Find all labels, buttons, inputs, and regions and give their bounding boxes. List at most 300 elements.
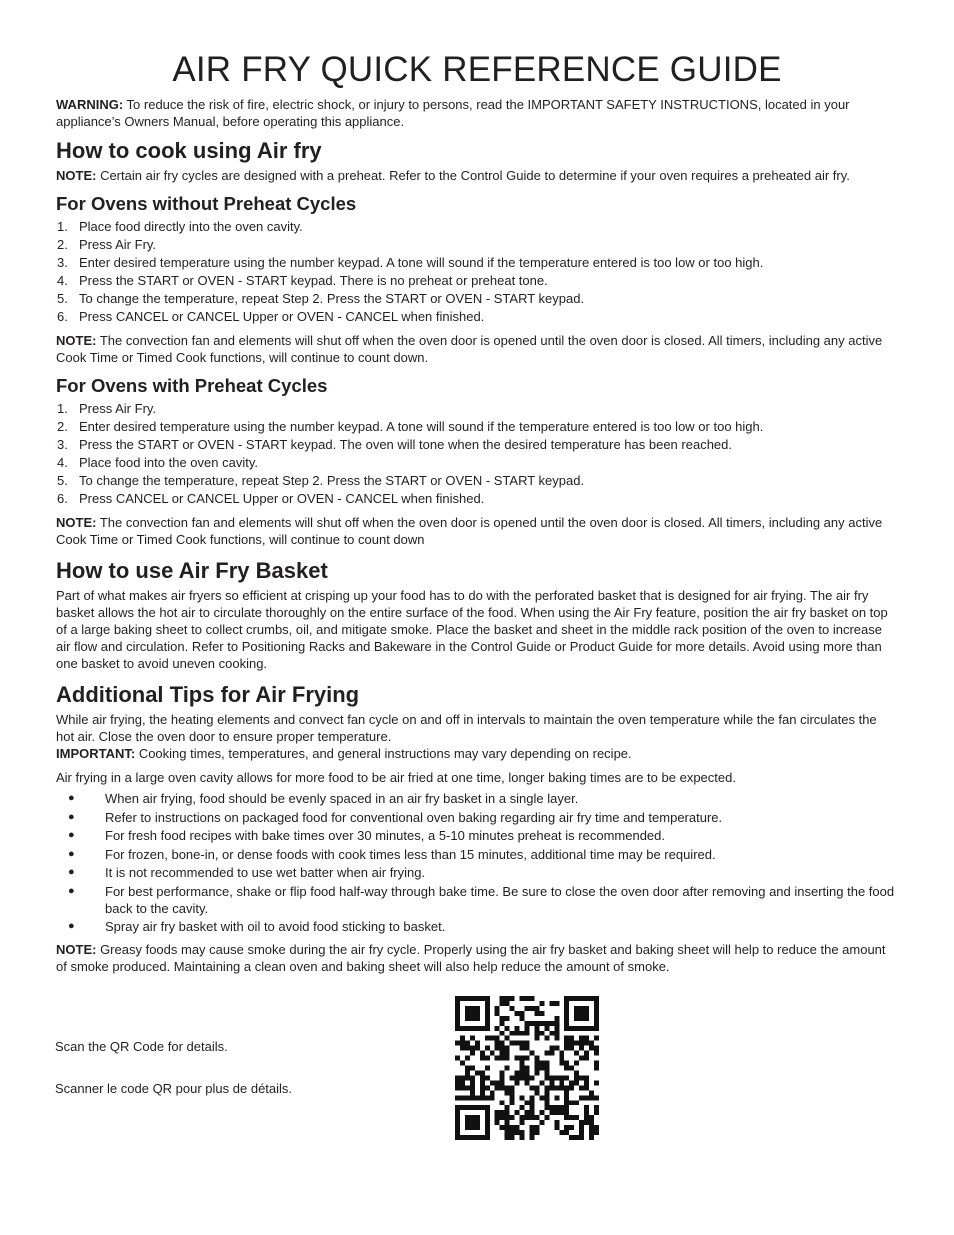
qr-module (505, 1056, 510, 1061)
tips-heading: Additional Tips for Air Frying (56, 682, 360, 707)
large-cavity-paragraph: Air frying in a large oven cavity allows for more food to be air fried at one time, longer baking times are to be expected. (56, 770, 736, 785)
basket-paragraph: Part of what makes air fryers so efficient at crisping up your food has to do with the perforated basket that is designed for air frying. The air fry basket allows the hot air to circulate thoroughly on the entire surface of the food. When using the Air Fry feature, position the air fry basket on top of a large baking sheet to collect crumbs, oil, and mitigate smoke. Place the basket and sheet in the middle rack position of the oven to increase air flow and circulation. Refer to Positioning Racks and Bakeware in the Control Guide or Product Guide for more details. Avoid using more than one basket to avoid uneven cooking. (56, 588, 888, 671)
qr-module (525, 1066, 530, 1071)
qr-module (490, 1051, 495, 1056)
qr-module (510, 1031, 515, 1036)
qr-module (564, 1115, 569, 1120)
qr-module (544, 1115, 549, 1120)
qr-module (594, 1021, 599, 1026)
qr-module (525, 1110, 530, 1115)
qr-module (455, 1135, 460, 1140)
qr-module (480, 1070, 485, 1075)
qr-module (574, 1061, 579, 1066)
qr-module (534, 1085, 539, 1090)
qr-module (455, 1021, 460, 1026)
qr-module (520, 1120, 525, 1125)
qr-module (539, 1021, 544, 1026)
note-text: Greasy foods may cause smoke during the air fry cycle. Properly using the air fry basket and baking sheet will help to reduce the amount of smoke produced. Maintaining a clean oven and baking sheet will also help reduce the amount of smoke. (56, 942, 886, 974)
qr-module (475, 1120, 480, 1125)
qr-module (579, 1016, 584, 1021)
qr-module (485, 1135, 490, 1140)
qr-module (480, 1051, 485, 1056)
qr-module (510, 1115, 515, 1120)
qr-module (559, 1105, 564, 1110)
step-item (56, 436, 898, 454)
qr-module (584, 1110, 589, 1115)
step-number: 6. (57, 491, 68, 506)
guide-page (56, 48, 898, 975)
qr-module (594, 1125, 599, 1130)
qr-module (549, 1080, 554, 1085)
qr-module (500, 1056, 505, 1061)
qr-module (584, 1026, 589, 1031)
qr-module (460, 1095, 465, 1100)
qr-module (455, 1075, 460, 1080)
qr-module (564, 1095, 569, 1100)
qr-module (470, 1080, 475, 1085)
qr-module (480, 1090, 485, 1095)
qr-module (465, 1125, 470, 1130)
step-number: 4. (57, 455, 68, 470)
qr-module (544, 1036, 549, 1041)
qr-module (455, 1115, 460, 1120)
qr-module (564, 1066, 569, 1071)
qr-module (500, 1021, 505, 1026)
tips-intro: While air frying, the heating elements and convect fan cycle on and off in intervals to maintain the oven temperature while the fan circulates the hot air. Close the oven door to ensure proper temperature. (56, 712, 877, 744)
step-number: 5. (57, 291, 68, 306)
qr-module (574, 996, 579, 1001)
qr-module (510, 1006, 515, 1011)
qr-module (574, 1011, 579, 1016)
qr-module (594, 1006, 599, 1011)
qr-module (520, 1056, 525, 1061)
qr-module (470, 1006, 475, 1011)
qr-module (525, 1115, 530, 1120)
tip-text: It is not recommended to use wet batter when air frying. (105, 865, 426, 880)
with-preheat-note (56, 514, 898, 548)
qr-module (579, 1056, 584, 1061)
qr-module (515, 1125, 520, 1130)
qr-module (510, 1100, 515, 1105)
note-label: NOTE: (56, 168, 97, 183)
qr-module (470, 1075, 475, 1080)
qr-module (470, 1105, 475, 1110)
qr-module (475, 1046, 480, 1051)
qr-module (564, 1100, 569, 1105)
qr-module (579, 1075, 584, 1080)
qr-module (485, 1056, 490, 1061)
qr-module (465, 1006, 470, 1011)
list-item (56, 883, 898, 917)
qr-module (589, 1026, 594, 1031)
qr-module (455, 1105, 460, 1110)
qr-module (564, 1041, 569, 1046)
qr-module (505, 1036, 510, 1041)
step-number: 6. (57, 309, 68, 324)
qr-module (584, 1006, 589, 1011)
qr-module (485, 1036, 490, 1041)
qr-module (520, 1135, 525, 1140)
qr-module (525, 1070, 530, 1075)
qr-module (564, 1006, 569, 1011)
qr-module (534, 1011, 539, 1016)
qr-module (554, 1031, 559, 1036)
qr-module (549, 1051, 554, 1056)
qr-module (584, 1016, 589, 1021)
qr-module (470, 1046, 475, 1051)
qr-module (510, 1085, 515, 1090)
qr-module (520, 1031, 525, 1036)
qr-module (475, 1026, 480, 1031)
step-item (56, 272, 898, 290)
qr-module (485, 1075, 490, 1080)
qr-module (500, 1070, 505, 1075)
qr-module (480, 1105, 485, 1110)
tip-text: For frozen, bone-in, or dense foods with cook times less than 15 minutes, additional time may be required. (105, 846, 716, 862)
qr-module (475, 1095, 480, 1100)
qr-module (559, 1110, 564, 1115)
qr-module (549, 1046, 554, 1051)
qr-module (455, 996, 460, 1001)
list-item (56, 827, 898, 844)
qr-module (460, 1105, 465, 1110)
qr-module (559, 1056, 564, 1061)
qr-code-icon[interactable] (455, 996, 599, 1140)
qr-module (589, 1135, 594, 1140)
qr-module (579, 1120, 584, 1125)
qr-module (505, 1135, 510, 1140)
without-preheat-note (56, 332, 898, 366)
qr-module (475, 1105, 480, 1110)
qr-module (475, 1006, 480, 1011)
qr-module (564, 1046, 569, 1051)
qr-module (534, 1061, 539, 1066)
qr-module (569, 1135, 574, 1140)
qr-module (544, 1070, 549, 1075)
qr-module (455, 1125, 460, 1130)
qr-module (465, 1056, 470, 1061)
qr-module (465, 1075, 470, 1080)
qr-module (554, 1046, 559, 1051)
step-number: 2. (57, 237, 68, 252)
bullet-icon: ● (68, 920, 75, 932)
qr-module (564, 1016, 569, 1021)
qr-module (549, 1031, 554, 1036)
tip-text: For fresh food recipes with bake times over 30 minutes, a 5-10 minutes preheat is recommended. (105, 828, 665, 843)
qr-module (525, 1026, 530, 1031)
qr-module (594, 1046, 599, 1051)
qr-module (539, 1120, 544, 1125)
qr-module (544, 1085, 549, 1090)
qr-module (549, 1110, 554, 1115)
qr-module (515, 1110, 520, 1115)
without-preheat-steps (56, 218, 898, 326)
note-text: The convection fan and elements will shut off when the oven door is opened until the oven door is closed. All timers, including any active Cook Time or Timed Cook functions, will continue to count down (56, 515, 883, 547)
qr-module (549, 1085, 554, 1090)
qr-module (470, 1026, 475, 1031)
qr-module (544, 1090, 549, 1095)
qr-module (525, 1021, 530, 1026)
qr-module (544, 1105, 549, 1110)
qr-module (594, 1095, 599, 1100)
qr-module (475, 1070, 480, 1075)
qr-module (515, 1130, 520, 1135)
qr-module (579, 1006, 584, 1011)
qr-module (520, 1075, 525, 1080)
qr-module (465, 1011, 470, 1016)
qr-module (485, 1026, 490, 1031)
qr-module (490, 1080, 495, 1085)
qr-module (525, 1041, 530, 1046)
step-text: Press Air Fry. (79, 401, 157, 416)
qr-module (520, 1011, 525, 1016)
bullet-icon: ● (68, 829, 75, 841)
step-number: 2. (57, 419, 68, 434)
qr-module (470, 1095, 475, 1100)
qr-module (584, 996, 589, 1001)
bullet-icon: ● (68, 810, 75, 823)
qr-module (520, 1130, 525, 1135)
qr-module (505, 1051, 510, 1056)
list-item (56, 846, 898, 863)
note-label: NOTE: (56, 515, 97, 530)
qr-module (460, 1075, 465, 1080)
qr-module (485, 1105, 490, 1110)
qr-module (525, 1006, 530, 1011)
qr-module (554, 1016, 559, 1021)
qr-module (465, 1066, 470, 1071)
without-preheat-heading: For Ovens without Preheat Cycles (56, 193, 357, 214)
qr-module (574, 1006, 579, 1011)
step-item (56, 418, 898, 436)
step-number: 3. (57, 255, 68, 270)
qr-module (554, 1036, 559, 1041)
qr-module (455, 1120, 460, 1125)
qr-module (594, 1001, 599, 1006)
qr-module (505, 1110, 510, 1115)
qr-module (500, 1080, 505, 1085)
qr-module (500, 1075, 505, 1080)
qr-module (534, 1090, 539, 1095)
bullet-icon: ● (68, 866, 75, 878)
qr-module (460, 1085, 465, 1090)
qr-module (465, 1095, 470, 1100)
qr-module (500, 996, 505, 1001)
qr-module (584, 1011, 589, 1016)
qr-module (564, 1036, 569, 1041)
qr-module (574, 1075, 579, 1080)
qr-module (470, 1085, 475, 1090)
step-text: Press the START or OVEN - START keypad. There is no preheat or preheat tone. (79, 273, 548, 288)
qr-module (505, 1120, 510, 1125)
step-text: Place food directly into the oven cavity. (79, 219, 303, 234)
qr-module (549, 1105, 554, 1110)
qr-module (554, 1085, 559, 1090)
qr-module (574, 1080, 579, 1085)
qr-module (594, 1061, 599, 1066)
qr-module (470, 1090, 475, 1095)
qr-module (515, 1075, 520, 1080)
qr-module (554, 1075, 559, 1080)
qr-module (500, 1085, 505, 1090)
qr-module (594, 1051, 599, 1056)
qr-module (525, 1100, 530, 1105)
warning-paragraph (56, 96, 898, 130)
qr-module (480, 1026, 485, 1031)
qr-module (549, 1001, 554, 1006)
qr-module (475, 1115, 480, 1120)
qr-module (584, 1115, 589, 1120)
qr-module (505, 1046, 510, 1051)
qr-module (460, 1036, 465, 1041)
with-preheat-steps (56, 400, 898, 508)
qr-module (594, 1110, 599, 1115)
step-text: Press Air Fry. (79, 237, 157, 252)
qr-module (539, 1110, 544, 1115)
qr-module (564, 1061, 569, 1066)
qr-module (520, 1016, 525, 1021)
qr-module (485, 1001, 490, 1006)
qr-module (465, 996, 470, 1001)
qr-module (534, 1026, 539, 1031)
qr-module (495, 1011, 500, 1016)
qr-module (525, 1075, 530, 1080)
qr-module (554, 1095, 559, 1100)
qr-module (470, 1016, 475, 1021)
qr-module (465, 1041, 470, 1046)
qr-module (455, 1095, 460, 1100)
qr-module (559, 1130, 564, 1135)
qr-module (529, 1130, 534, 1135)
qr-module (564, 1125, 569, 1130)
important-paragraph (56, 745, 898, 762)
qr-module (520, 1115, 525, 1120)
qr-module (520, 1061, 525, 1066)
qr-module (574, 1070, 579, 1075)
qr-module (529, 1085, 534, 1090)
qr-module (544, 1066, 549, 1071)
qr-module (539, 1080, 544, 1085)
qr-module (549, 1075, 554, 1080)
qr-module (564, 1085, 569, 1090)
qr-module (500, 1125, 505, 1130)
qr-module (569, 1125, 574, 1130)
qr-module (480, 1080, 485, 1085)
qr-module (520, 1070, 525, 1075)
list-item (56, 918, 898, 935)
qr-module (475, 1041, 480, 1046)
qr-module (579, 1135, 584, 1140)
qr-module (594, 1026, 599, 1031)
qr-module (554, 1120, 559, 1125)
qr-module (544, 1021, 549, 1026)
how-to-cook-note (56, 167, 898, 184)
list-item (56, 864, 898, 881)
qr-module (510, 1135, 515, 1140)
qr-module (470, 996, 475, 1001)
list-item (56, 809, 898, 826)
qr-module (529, 1135, 534, 1140)
qr-module (455, 1056, 460, 1061)
qr-module (485, 1011, 490, 1016)
qr-module (485, 1110, 490, 1115)
step-text: Press CANCEL or CANCEL Upper or OVEN - CANCEL when finished. (79, 491, 485, 506)
qr-module (500, 1001, 505, 1006)
qr-module (574, 1041, 579, 1046)
qr-module (569, 996, 574, 1001)
qr-module (584, 1105, 589, 1110)
step-item (56, 472, 898, 490)
note-text: Certain air fry cycles are designed with a preheat. Refer to the Control Guide to determine if your oven requires a preheated air fry. (96, 168, 850, 183)
qr-module (505, 1130, 510, 1135)
step-text: To change the temperature, repeat Step 2. Press the START or OVEN - START keypad. (79, 473, 585, 488)
qr-module (480, 1056, 485, 1061)
qr-module (529, 1021, 534, 1026)
qr-module (515, 1011, 520, 1016)
list-item (56, 790, 898, 807)
qr-module (455, 1011, 460, 1016)
qr-module (564, 1021, 569, 1026)
qr-module (495, 1056, 500, 1061)
qr-module (584, 1051, 589, 1056)
qr-module (515, 1070, 520, 1075)
qr-module (579, 1125, 584, 1130)
qr-module (564, 1130, 569, 1135)
qr-module (465, 1046, 470, 1051)
qr-module (470, 1066, 475, 1071)
qr-module (475, 1125, 480, 1130)
qr-module (465, 1070, 470, 1075)
step-item (56, 254, 898, 272)
qr-module (485, 1046, 490, 1051)
qr-module (569, 1046, 574, 1051)
qr-module (544, 1061, 549, 1066)
step-text: Place food into the oven cavity. (79, 455, 258, 470)
qr-module (534, 1021, 539, 1026)
qr-module (485, 1125, 490, 1130)
step-item (56, 290, 898, 308)
note-label: NOTE: (56, 942, 97, 957)
qr-module (584, 1080, 589, 1085)
step-number: 5. (57, 473, 68, 488)
qr-module (470, 1051, 475, 1056)
qr-module (589, 1125, 594, 1130)
qr-module (544, 1026, 549, 1031)
qr-module (594, 1066, 599, 1071)
tips-list (56, 790, 898, 935)
qr-module (505, 1125, 510, 1130)
qr-module (589, 1090, 594, 1095)
qr-module (505, 1026, 510, 1031)
qr-module (495, 1006, 500, 1011)
qr-module (480, 1135, 485, 1140)
qr-module (574, 1135, 579, 1140)
qr-module (520, 1105, 525, 1110)
qr-module (465, 1085, 470, 1090)
tip-text: For best performance, shake or flip food half-way through bake time. Be sure to close the oven door after removing and inserting the food back to the cavity. (105, 883, 895, 916)
qr-module (525, 996, 530, 1001)
qr-module (529, 1115, 534, 1120)
qr-module (534, 1006, 539, 1011)
tip-text: Spray air fry basket with oil to avoid food sticking to basket. (105, 919, 446, 934)
qr-module (554, 1021, 559, 1026)
qr-module (505, 1105, 510, 1110)
qr-module (460, 1135, 465, 1140)
qr-module (470, 1036, 475, 1041)
qr-module (510, 1125, 515, 1130)
qr-module (495, 1080, 500, 1085)
qr-module (460, 1046, 465, 1051)
